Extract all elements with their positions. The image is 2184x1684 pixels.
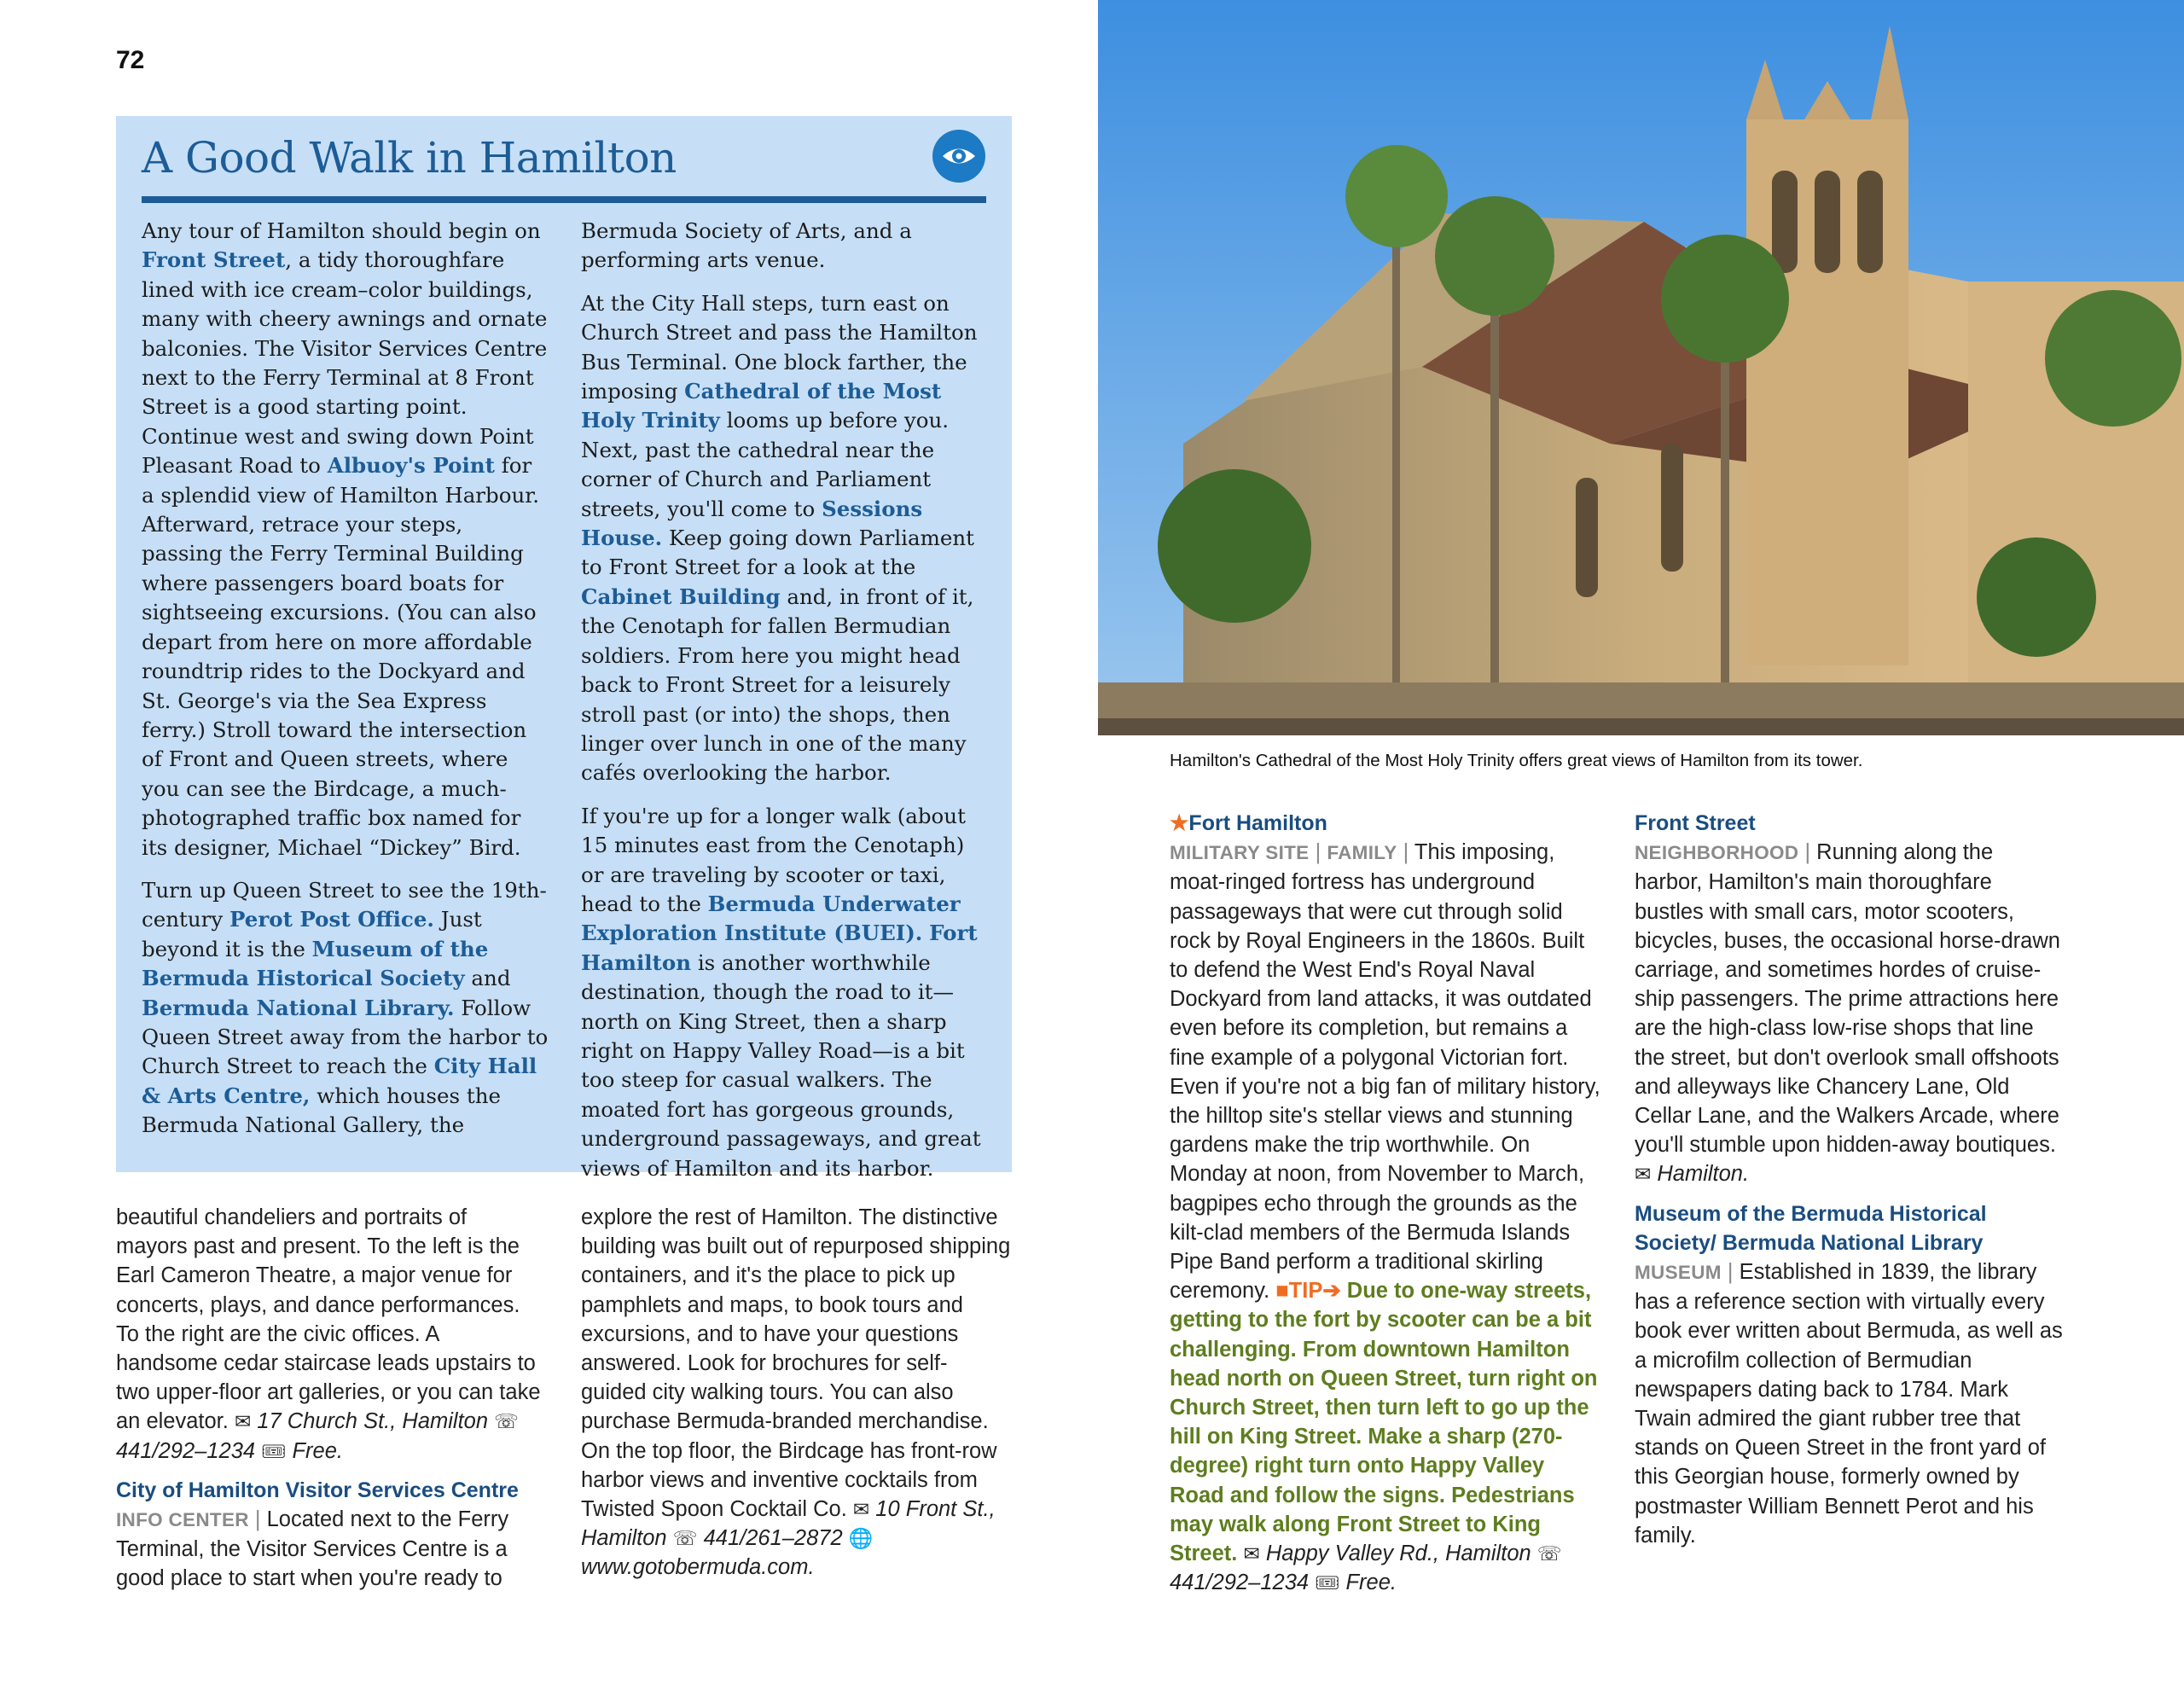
sidebar-column-2 (581, 217, 989, 1197)
category-label: FAMILY (1327, 842, 1397, 864)
sidebar-paragraph: Any tour of Hamilton should begin on Front Street, a tidy thoroughfare lined with ice cream–color buildings, many with cheery awnings and ornate balconies. The Visitor Services Centre next to the Ferry Terminal at 8 Front Street is a good starting point. Continue west and swing down Point Pleasant Road to Albuoy's Point for a splendid view of Hamilton Harbour. Afterward, retrace your steps, passing the Ferry Terminal Building where passengers board boats for sightseeing excursions. (You can also depart from here on more affordable roundtrip rides to the Dockyard and St. George's via the Sea Express ferry.) Stroll toward the intersection of Front and Queen streets, where you can see the Birdcage, a much-photographed traffic box named for its designer, Michael “Dickey” Bird. (142, 218, 548, 860)
sidebar-paragraph: At the City Hall steps, turn east on Church Street and pass the Hamilton Bus Terminal. One block farther, the imposing Cathedral of the Most Holy Trinity looms up before you. Next, past the cathedral near the corner of Church and Parliament streets, you'll come to Sessions House. Keep going down Parliament to Front Street for a look at the Cabinet Building and, in front of it, the Cenotaph for fallen Bermudian soldiers. From here you might head back to Front Street for a leisurely stroll past (or into) the shops, then linger over lunch in one of the many cafés overlooking the harbor. (581, 290, 978, 786)
phone-icon: ☏ (494, 1410, 519, 1433)
ticket-icon: 🎟 (1315, 1571, 1340, 1594)
envelope-icon: ✉ (1243, 1542, 1260, 1565)
place-link: Front Street (142, 247, 286, 273)
place-link: City Hall & Arts Centre, (142, 1054, 537, 1108)
listing-text: MILITARY SITE | FAMILY | This imposing, moat-ringed fortress has underground passageways that were cut through solid rock by Royal Engineers in the 1860s. Built to defend the West End's Royal Naval Dockyard from land attacks, it was outdated even before its completion, but remains a fine example of a polygonal Victorian fort. Even if you're not a big fan of military history, the hilltop site's stellar views and stunning gardens make the trip worthwhile. On Monday at noon, from November to March, bagpipes echo through the grounds as the kilt-clad members of the Bermuda Islands Pipe Band perform a traditional skirling ceremony. ■TIP➔ Due to one-way streets, getting to the fort by scooter can be a bit challenging. From downtown Hamilton head north on Queen Street, turn right on Church Street, then turn left to go up the hill on King Street. Make a sharp (270-degree) right turn onto Happy Valley Road and follow the signs. Pedestrians may walk along Front Street to King Street. ✉ Happy Valley Rd., Hamilton ☏ 441/292–1234 🎟 Free. (1170, 840, 1600, 1595)
place-link: Museum of the Bermuda Historical Society (142, 936, 489, 991)
body-paragraph: beautiful chandeliers and portraits of mayors past and present. To the left is the Earl Cameron Theatre, a major venue for concerts, plays, and dance performances. To the right are the civic offices. A handsome cedar staircase leads upstairs to two upper-floor art galleries, or you can take an elevator. ✉ 17 Church St., Hamilton ☏ 441/292–1234 🎟 Free. (116, 1205, 541, 1463)
place-link: Cabinet Building (581, 584, 781, 609)
place-link: Cathedral of the Most Holy Trinity (581, 379, 942, 433)
place-link: Fort Hamilton (581, 920, 978, 975)
envelope-icon: ✉ (852, 1498, 870, 1521)
sidebar-paragraph: Turn up Queen Street to see the 19th-century Perot Post Office. Just beyond it is the Museum of the Bermuda Historical Society and Bermuda National Library. Follow Queen Street away from the harbor to Church Street to reach the City Hall & Arts Centre, which houses the Bermuda National Gallery, the (142, 877, 549, 1138)
listing-title: ★Fort Hamilton (1170, 811, 1327, 835)
listing-title: Museum of the Bermuda Historical Society/ Bermuda National Library (1635, 1201, 1987, 1255)
sidebar-column-1 (142, 217, 549, 1154)
envelope-icon: ✉ (234, 1410, 252, 1433)
category-label: INFO CENTER (116, 1509, 249, 1531)
category-label: MUSEUM (1635, 1262, 1722, 1284)
page-number: 72 (116, 46, 145, 74)
place-link: Perot Post Office. (229, 907, 434, 932)
category-label: NEIGHBORHOOD (1635, 842, 1799, 864)
star-icon: ★ (1170, 811, 1189, 835)
walk-sidebar-box (116, 116, 1012, 1181)
photo-caption: Hamilton's Cathedral of the Most Holy Trinity offers great views of Hamilton from its tower. (1170, 751, 1863, 770)
sidebar-paragraph: If you're up for a longer walk (about 15 minutes east from the Cenotaph) or are traveling by scooter or taxi, head to the Bermuda Underwater Exploration Institute (BUEI). Fort Hamilton is another worthwhile destination, though the road to it—north on King Street, then a sharp right on Happy Valley Road—is a bit too steep for casual walkers. The moated fort has gorgeous grounds, underground passageways, and great views of Hamilton and its harbor. (581, 803, 981, 1181)
body-column-1 (116, 1203, 543, 1594)
listing-text: explore the rest of Hamilton. The distinctive building was built out of repurposed shipping containers, and it's the place to pick up pamphlets and maps, to book tours and excursions, and to have your questions answered. Look for brochures for self-guided city walking tours. You can also purchase Bermuda-branded merchandise. On the top floor, the Birdcage has front-row harbor views and inventive cocktails from Twisted Spoon Cocktail Co. ✉ 10 Front St., Hamilton ☏ 441/261–2872 🌐 www.gotobermuda.com. (581, 1205, 1011, 1580)
category-label: MILITARY SITE (1170, 842, 1310, 864)
body-column-3 (1170, 809, 1600, 1597)
tip-text: Due to one-way streets, getting to the fort by scooter can be a bit challenging. From downtown Hamilton head north on Queen Street, turn right on Church Street, then turn left to go up the hill on King Street. Make a sharp (270-degree) right turn onto Happy Valley Road and follow the signs. Pedestrians may walk along Front Street to King Street. (1170, 1279, 1598, 1566)
listing-title: City of Hamilton Visitor Services Centre (116, 1478, 519, 1502)
body-column-4 (1635, 809, 2065, 1550)
listing-title: Front Street (1635, 811, 1756, 835)
place-link: Sessions House. (581, 496, 923, 551)
ticket-icon: 🎟 (261, 1439, 287, 1462)
title-rule (142, 196, 986, 203)
tip-label: ■TIP➔ (1275, 1279, 1341, 1304)
phone-icon: ☏ (1536, 1542, 1562, 1565)
phone-icon: ☏ (672, 1527, 698, 1550)
place-link: Bermuda Underwater Exploration Institute (BUEI). (581, 891, 961, 946)
place-link: Bermuda National Library. (142, 995, 455, 1020)
body-column-2 (581, 1203, 1013, 1582)
listing-text: MUSEUM | Established in 1839, the library has a reference section with virtually every book ever written about Bermuda, as well as a microfilm collection of Bermudian newspapers dating back to 1784. Mark Twain admired the giant rubber tree that stands on Queen Street in the front yard of this Georgian house, formerly owned by postmaster William Bennett Perot and his family. (1635, 1260, 2063, 1548)
cathedral-photo (1098, 0, 2184, 735)
globe-icon: 🌐 (848, 1527, 874, 1550)
sidebar-paragraph: Bermuda Society of Arts, and a performing arts venue. (581, 218, 912, 273)
eye-icon (932, 130, 985, 183)
place-link: Albuoy's Point (327, 453, 495, 479)
listing-text: INFO CENTER | Located next to the Ferry Terminal, the Visitor Services Centre is a good place to start when you're ready to (116, 1507, 509, 1591)
sidebar-title: A Good Walk in Hamilton (142, 133, 677, 183)
envelope-icon: ✉ (1635, 1163, 1652, 1186)
listing-text: NEIGHBORHOOD | Running along the harbor, Hamilton's main thoroughfare bustles with small cars, motor scooters, bicycles, buses, the occasional horse-drawn carriage, and sometimes hordes of cruise-ship passengers. The prime attractions here are the high-class low-rise shops that line the street, but don't overlook small offshoots and alleyways like Chancery Lane, Old Cellar Lane, and the Walkers Arcade, where you'll stumble upon hidden-away boutiques. ✉ Hamilton. (1635, 840, 2060, 1187)
